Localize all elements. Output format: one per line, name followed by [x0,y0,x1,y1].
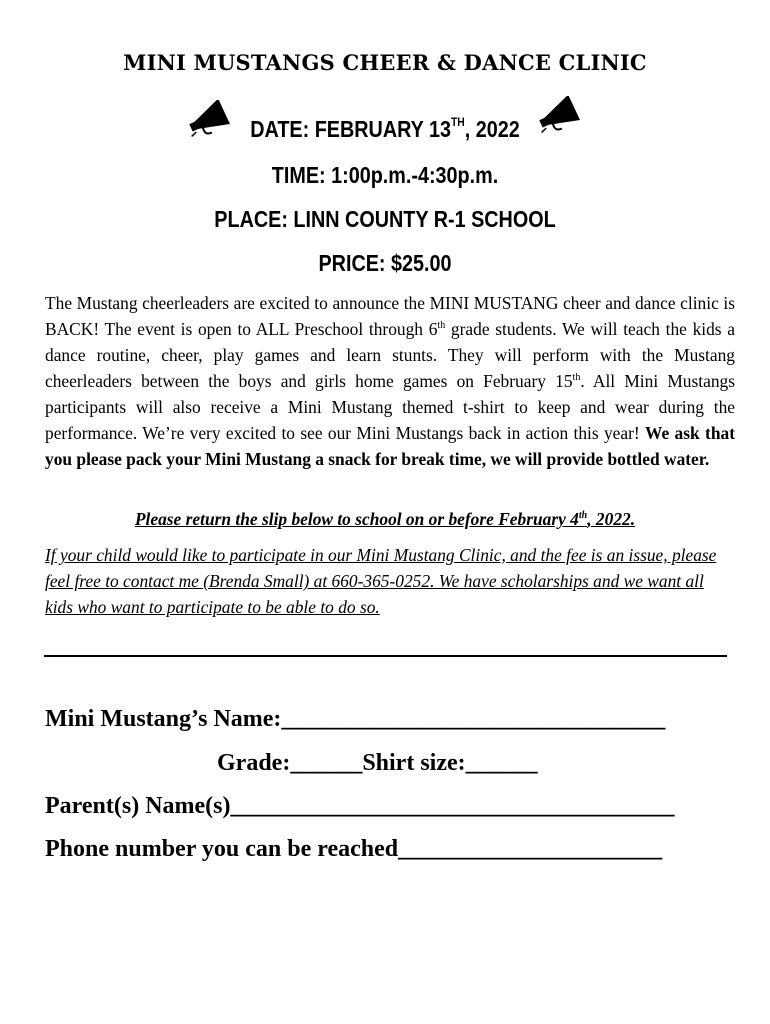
scholarship-note: If your child would like to participate in our Mini Mustang Clinic, and the fee is an issue, please feel free to contact me (Brenda Small) at 660-365-0252. We have scholarships and we want all kids who want to participate to be able to do so. [45,545,717,617]
event-price: PRICE: $25.00 [318,250,452,276]
return-slip-note: Please return the slip below to school on or before February 4th, 2022. [134,509,636,529]
event-time: TIME: 1:00p.m.-4:30p.m. [271,162,499,188]
flyer-title: MINI MUSTANGS CHEER & DANCE CLINIC [123,50,647,75]
snack-notice: We ask that you please pack your Mini Mustang a snack for break time, we will provide bottled water. [45,423,735,469]
event-date: DATE: FEBRUARY 13TH, 2022 [250,115,520,142]
phone-number-field[interactable]: Phone number you can be reached______________________ [45,836,663,862]
megaphone-icon [536,96,584,134]
parent-name-field[interactable]: Parent(s) Name(s)_____________________________________ [45,793,675,819]
child-name-field[interactable]: Mini Mustang’s Name:________________________________ [45,706,666,732]
cut-line-divider [44,655,727,657]
grade-shirt-field[interactable]: Grade:______Shirt size:______ [217,750,538,776]
event-place: PLACE: LINN COUNTY R-1 SCHOOL [214,206,556,232]
clinic-description: The Mustang cheerleaders are excited to announce the MINI MUSTANG cheer and dance clinic is BACK! The event is open to ALL Preschool through 6th grade students. We will teach the kids a dance routine, cheer, play games and learn stunts. They will perform with the Mustang cheerleaders between the boys and girls home games on February 15th. All Mini Mustangs participants will also receive a Mini Mustang themed t-shirt to keep and wear during the performance. We’re very excited to see our Mini Mustangs back in action this year! We ask that you please pack your Mini Mustang a snack for break time, we will provide bottled water. [45,293,735,469]
